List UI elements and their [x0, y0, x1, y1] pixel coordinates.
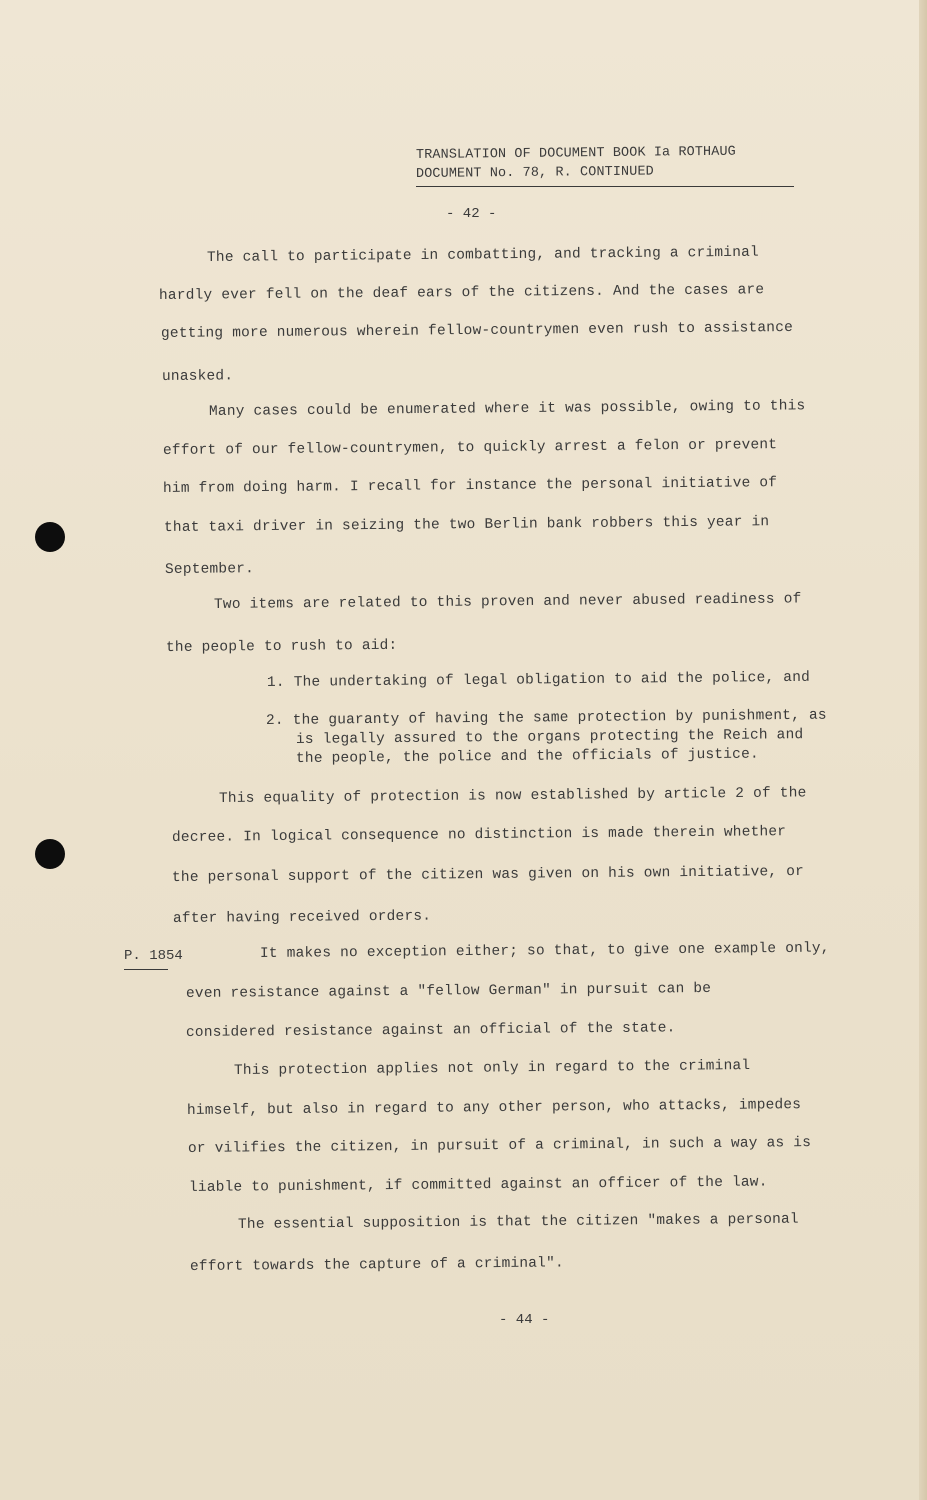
paragraph-5-line-1: It makes no exception either; so that, to give one example only, [259, 940, 830, 962]
paragraph-3-line-1: Two items are related to this proven and never abused readiness of [213, 591, 802, 613]
paragraph-1-line-4: unasked. [161, 368, 234, 385]
paragraph-1-line-1: The call to participate in combatting, and tracking a criminal [206, 244, 759, 266]
paragraph-2-line-2: effort of our fellow-countrymen, to quickly arrest a felon or prevent [162, 437, 778, 459]
paragraph-4-line-4: after having received orders. [172, 908, 432, 927]
paragraph-7-line-2: effort towards the capture of a criminal". [189, 1255, 564, 1275]
paragraph-6-line-4: liable to punishment, if committed against an officer of the law. [188, 1174, 768, 1196]
page-edge [919, 0, 927, 1500]
margin-reference-underline [124, 969, 168, 970]
list-item-2-line-1: 2. the guaranty of having the same protection by punishment, as [265, 707, 827, 729]
margin-page-reference: P. 1854 [124, 948, 183, 964]
paragraph-2-line-1: Many cases could be enumerated where it was possible, owing to this [208, 398, 806, 420]
page-number-bottom: - 44 - [499, 1312, 550, 1328]
paragraph-6-line-3: or vilifies the citizen, in pursuit of a criminal, in such a way as is [187, 1135, 812, 1157]
header-underline [416, 186, 794, 187]
list-item-1: 1. The undertaking of legal obligation to aid the police, and [266, 669, 811, 691]
document-header [416, 146, 796, 187]
punch-hole-bottom [35, 839, 65, 869]
paragraph-6-line-2: himself, but also in regard to any other person, who attacks, impedes [186, 1097, 802, 1119]
paragraph-4-line-3: the personal support of the citizen was given on his own initiative, or [171, 863, 805, 886]
paragraph-5-line-2: even resistance against a "fellow German" in pursuit can be [185, 980, 712, 1002]
paragraph-5-line-3: considered resistance against an official of the state. [185, 1020, 676, 1041]
paragraph-2-line-5: September. [164, 561, 255, 578]
header-document-number: DOCUMENT No. 78, R. CONTINUED [415, 164, 654, 182]
paragraph-7-line-1: The essential supposition is that the citizen "makes a personal [237, 1211, 799, 1233]
list-item-2-line-3: the people, the police and the officials of justice. [295, 746, 759, 767]
paragraph-2-line-3: him from doing harm. I recall for instance the personal initiative of [162, 475, 778, 497]
header-title: TRANSLATION OF DOCUMENT BOOK Ia ROTHAUG [415, 144, 736, 163]
paragraph-6-line-1: This protection applies not only in regard to the criminal [233, 1058, 751, 1079]
paragraph-3-line-2: the people to rush to aid: [165, 637, 398, 656]
punch-hole-top [35, 522, 65, 552]
paragraph-4-line-1: This equality of protection is now established by article 2 of the [218, 785, 807, 807]
page-number-top: - 42 - [446, 206, 497, 222]
paragraph-2-line-4: that taxi driver in seizing the two Berlin bank robbers this year in [163, 514, 770, 536]
paragraph-1-line-3: getting more numerous wherein fellow-countrymen even rush to assistance [160, 319, 794, 342]
paragraph-4-line-2: decree. In logical consequence no distinction is made therein whether [171, 824, 787, 846]
list-item-2-line-2: is legally assured to the organs protecting the Reich and [295, 727, 804, 748]
paragraph-1-line-2: hardly ever fell on the deaf ears of the citizens. And the cases are [158, 282, 765, 304]
